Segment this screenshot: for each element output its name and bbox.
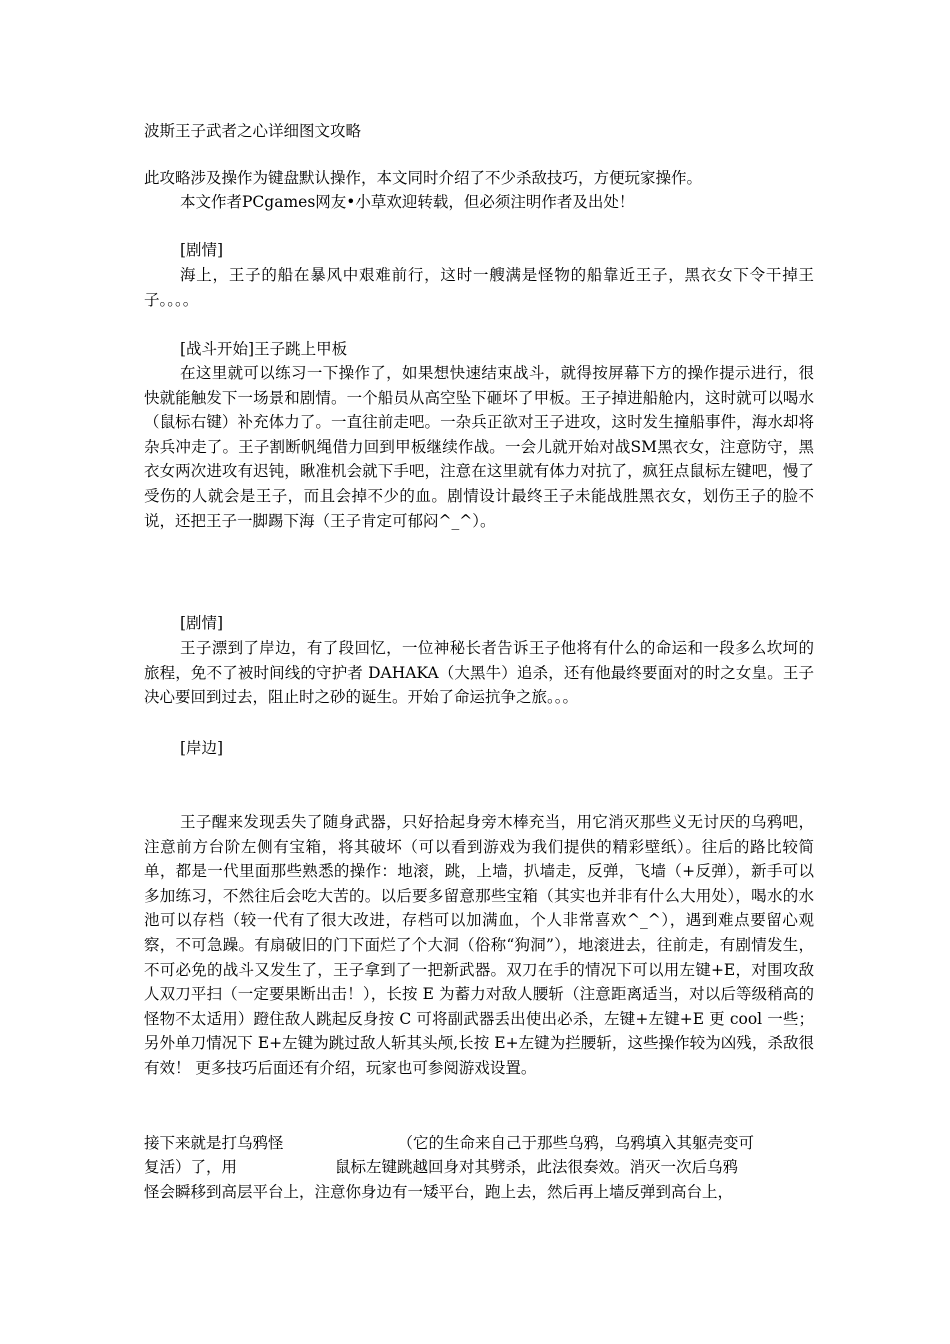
crow-boss-text-1a: 接下来就是打乌鸦怪 <box>144 1134 284 1152</box>
section-text-story-1: 海上，王子的船在暴风中艰难前行，这时一艘满是怪物的船靠近王子，黑衣女下令干掉王子。。。。 <box>144 266 814 309</box>
section-heading-shore: [岸边] <box>180 739 224 757</box>
intro-line-1: 此攻略涉及操作为键盘默认操作，本文同时介绍了不少杀敌技巧，方便玩家操作。 <box>144 169 703 187</box>
document-title: 波斯王子武者之心详细图文攻略 <box>144 122 362 140</box>
section-text-battle-start: 在这里就可以练习一下操作了，如果想快速结束战斗，就得按屏幕下方的操作提示进行，很快就能触发下一场景和剧情。一个船员从高空坠下砸坏了甲板。王子掉进船舱内，这时就可以喝水（鼠标右键）补充体力了。一直往前走吧。一杂兵正欲对王子进攻，这时发生撞船事件，海水却将杂兵冲走了。王子割断帆绳借力回到甲板继续作战。一会儿就开始对战SM黑衣女，注意防守，黑衣女两次进攻有迟钝，瞅准机会就下手吧，注意在这里就有体力对抗了，疯狂点鼠标左键吧，慢了受伤的人就会是王子，而且会掉不少的血。剧情设计最终王子未能战胜黑衣女，划伤王子的脸不说，还把王子一脚踢下海（王子肯定可郁闷^_^）。 <box>144 364 814 530</box>
crow-boss-text-2a: 复活）了，用 <box>144 1158 238 1176</box>
crow-boss-text-2b: 鼠标左键跳越回身对其劈杀，此法很奏效。消灭一次后乌鸦 <box>335 1158 739 1176</box>
crow-boss-text-1b: （它的生命来自己于那些乌鸦，乌鸦填入其躯壳变可 <box>397 1134 755 1152</box>
crow-boss-line-2 <box>144 1155 814 1179</box>
crow-boss-line-3: 怪会瞬移到高层平台上，注意你身边有一矮平台，跑上去，然后再上墙反弹到高台上， <box>144 1183 734 1201</box>
intro-line-2: 本文作者PCgames网友•小草欢迎转载，但必须注明作者及出处！ <box>180 193 635 211</box>
section-heading-story-2: [剧情] <box>180 614 224 632</box>
section-text-shore: 王子醒来发现丢失了随身武器，只好拾起身旁木棒充当，用它消灭那些义无讨厌的乌鸦吧，注意前方台阶左侧有宝箱，将其破坏（可以看到游戏为我们提供的精彩壁纸）。往后的路比较简单，都是一代里面那些熟悉的操作：地滚，跳，上墙，扒墙走，反弹，飞墙（+反弹），新手可以多加练习，不然往后会吃大苦的。以后要多留意那些宝箱（其实也并非有什么大用处），喝水的水池可以存档（较一代有了很大改进，存档可以加满血，个人非常喜欢^_^），遇到难点要留心观察，不可急躁。有扇破旧的门下面烂了个大洞（俗称“狗洞”），地滚进去，往前走，有剧情发生，不可必免的战斗又发生了，王子拿到了一把新武器。双刀在手的情况下可以用左键+E，对围攻敌人双刀平扫（一定要果断出击！），长按 E 为蓄力对敌人腰斩（注意距离适当，对以后等级稍高的怪物不太适用）蹬住敌人跳起反身按 C 可将副武器丢出使出必杀，左键+左键+E 更 cool 一些；另外单刀情况下 E+左键为跳过敌人斩其头颅,长按 E+左键为拦腰斩，这些操作较为凶残，杀敌很有效！ 更多技巧后面还有介绍，玩家也可参阅游戏设置。 <box>144 813 814 1077</box>
section-text-story-2: 王子漂到了岸边，有了段回忆，一位神秘长者告诉王子他将有什么的命运和一段多么坎坷的旅程，免不了被时间线的守护者 DAHAKA（大黑牛）追杀，还有他最终要面对的时之女皇。王子决心要回到过去，阻止时之砂的诞生。开始了命运抗争之旅。。。 <box>144 639 814 707</box>
section-heading-battle-start: [战斗开始]王子跳上甲板 <box>180 340 348 358</box>
section-heading-story-1: [剧情] <box>180 241 224 259</box>
crow-boss-line-1 <box>144 1131 814 1155</box>
